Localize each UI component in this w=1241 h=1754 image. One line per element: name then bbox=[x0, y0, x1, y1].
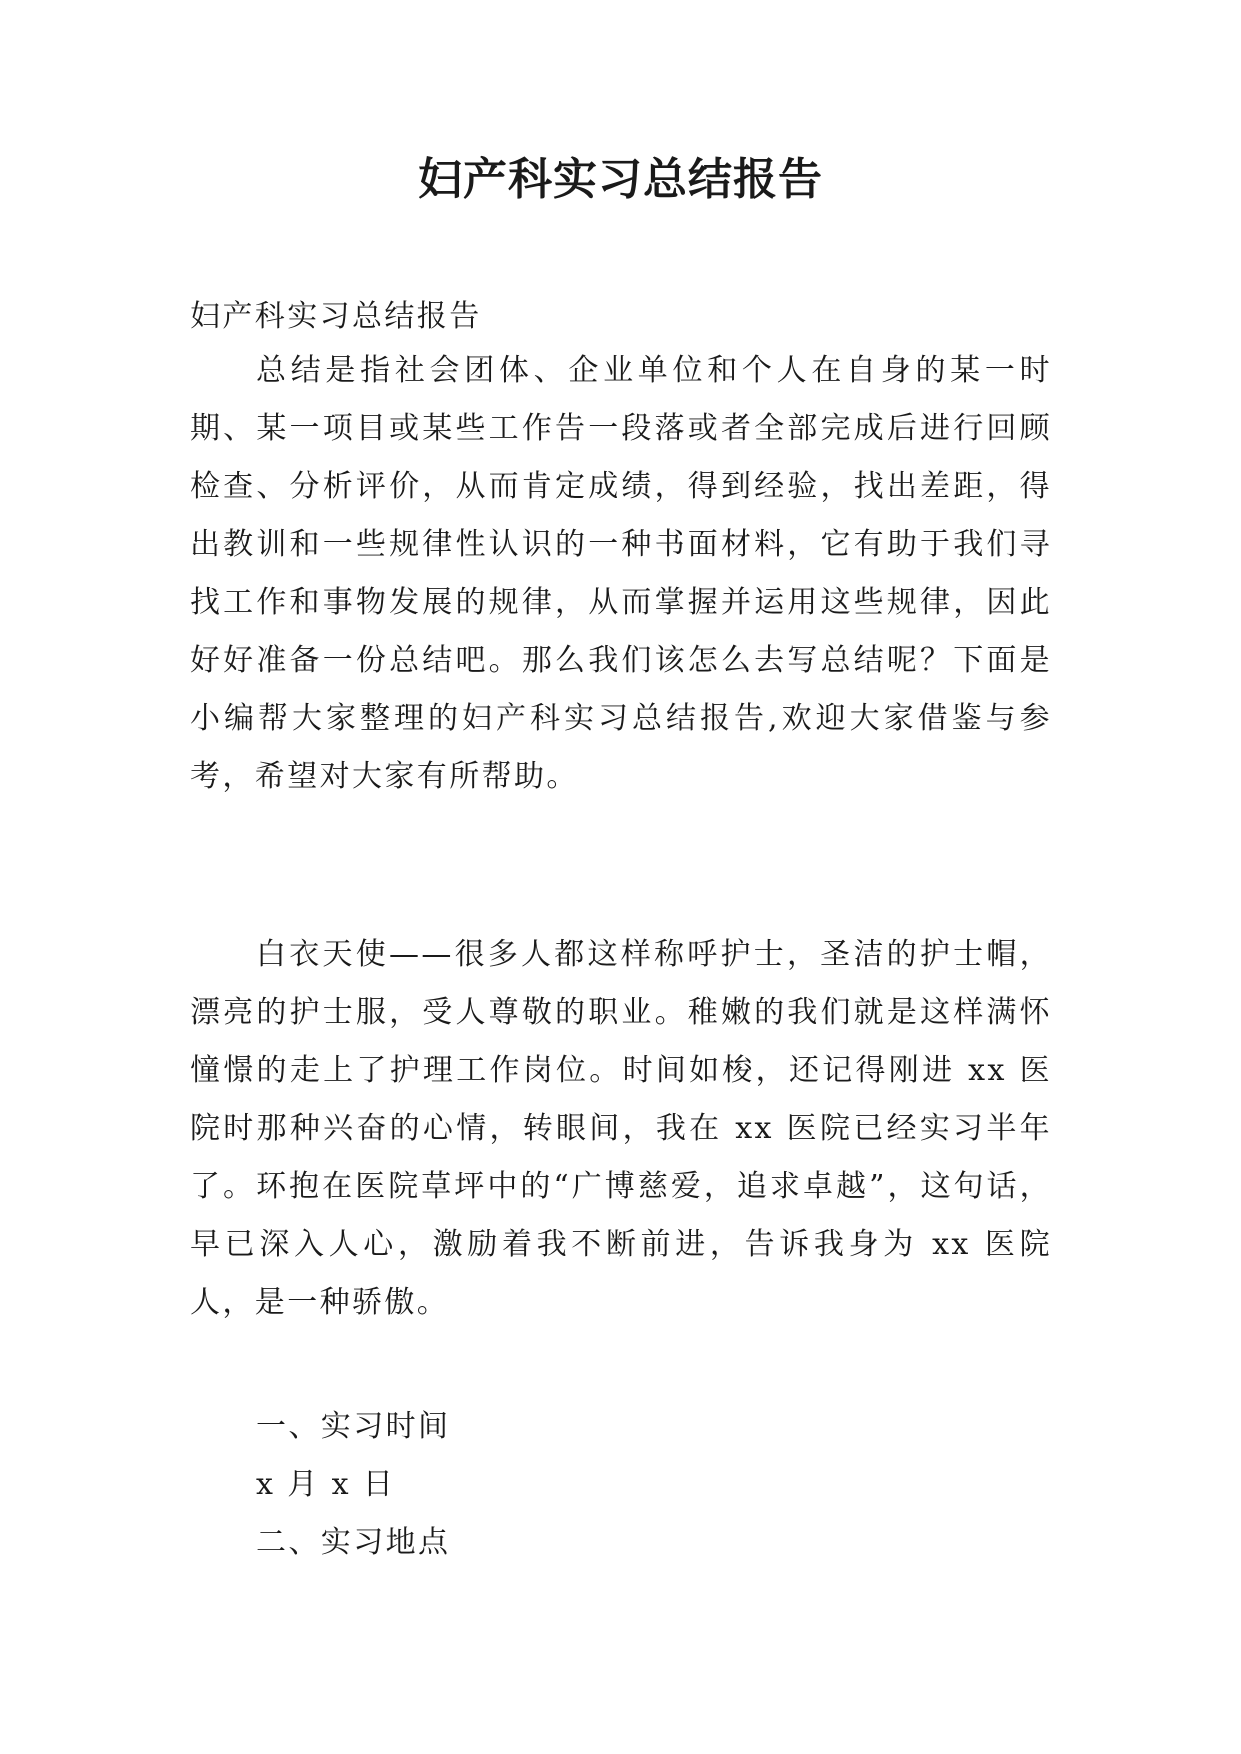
section-heading-internship-time: 一、实习时间 bbox=[256, 1409, 451, 1444]
body-paragraph: 白衣天使——很多人都这样称呼护士，圣洁的护士帽，漂亮的护士服，受人尊敬的职业。稚嫩的我们就是这样满怀憧憬的走上了护理工作岗位。时间如梭，还记得刚进 xx 医院时那种兴奋的心情，转眼间，我在 xx 医院已经实习半年了。环抱在医院草坪中的“广博慈爱，追求卓越”，这句话，早已深入人心，激励着我不断前进，告诉我身为 xx 医院人，是一种骄傲。 bbox=[190, 937, 1052, 1320]
document-subtitle: 妇产科实习总结报告 bbox=[190, 299, 482, 334]
document-title: 妇产科实习总结报告 bbox=[418, 154, 823, 205]
internship-date: x 月 x 日 bbox=[256, 1467, 396, 1502]
section-heading-internship-location: 二、实习地点 bbox=[256, 1525, 451, 1560]
intro-paragraph: 总结是指社会团体、企业单位和个人在自身的某一时期、某一项目或某些工作告一段落或者全部完成后进行回顾检查、分析评价，从而肯定成绩，得到经验，找出差距，得出教训和一些规律性认识的一种书面材料，它有助于我们寻找工作和事物发展的规律，从而掌握并运用这些规律，因此好好准备一份总结吧。那么我们该怎么去写总结呢？下面是小编帮大家整理的妇产科实习总结报告,欢迎大家借鉴与参考，希望对大家有所帮助。 bbox=[190, 353, 1052, 794]
